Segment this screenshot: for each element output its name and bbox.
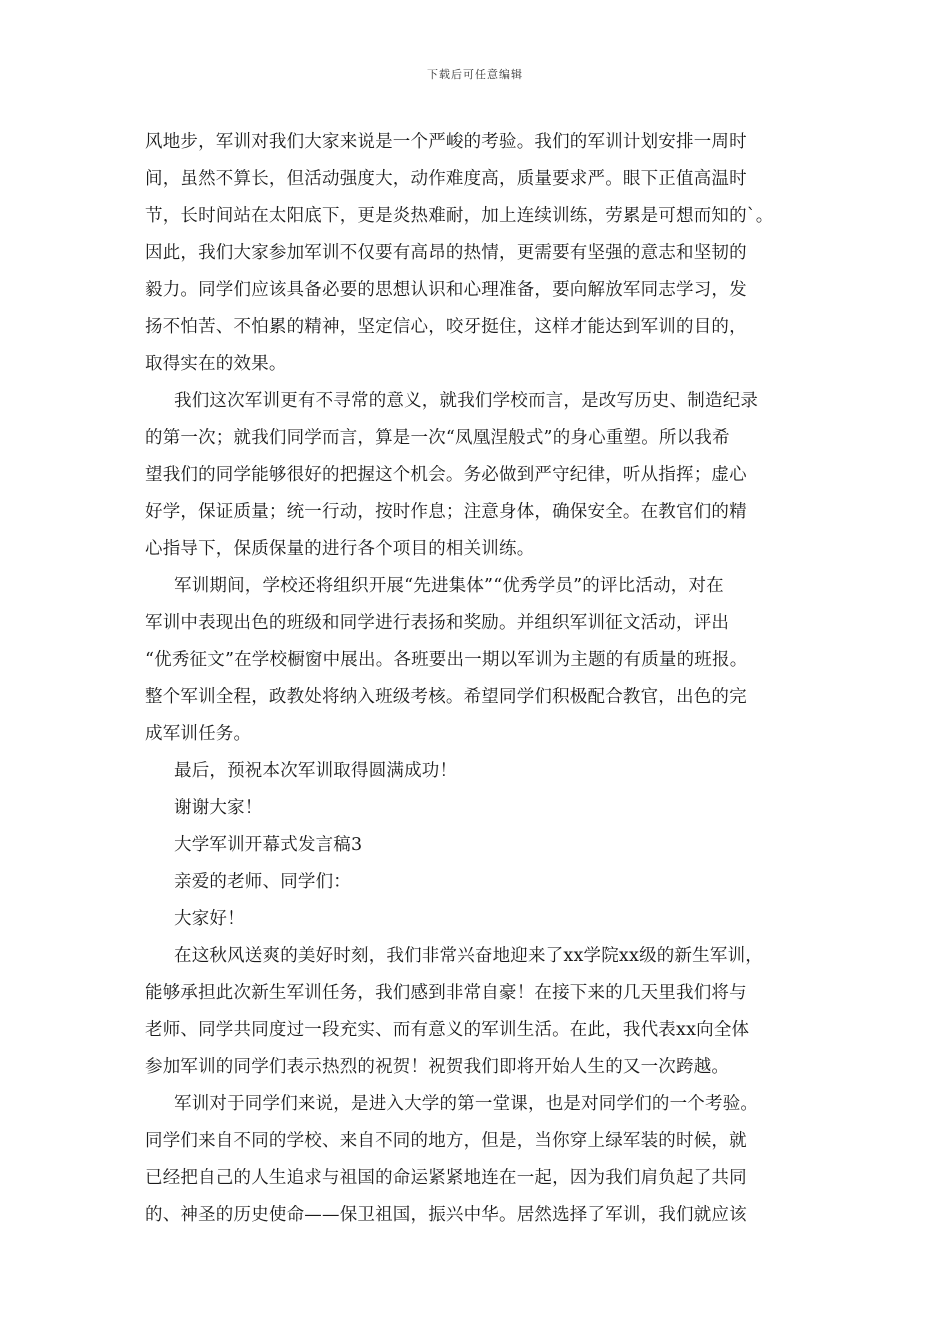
text-line: 亲爱的老师、同学们：	[174, 872, 351, 892]
text-line: 军训中表现出色的班级和同学进行表扬和奖励。并组织军训征文活动，评出	[145, 613, 730, 633]
text-line: 心指导下，保质保量的进行各个项目的相关训练。	[145, 539, 535, 559]
text-line: 能够承担此次新生军训任务，我们感到非常自豪！在接下来的几天里我们将与	[145, 983, 747, 1003]
text-line: 成军训任务。	[145, 724, 252, 744]
document-body	[145, 124, 810, 1234]
text-line: 大家好！	[174, 909, 245, 929]
text-line: 整个军训全程，政教处将纳入班级考核。希望同学们积极配合教官，出色的完	[145, 687, 747, 707]
text-line: 扬不怕苦、不怕累的精神，坚定信心，咬牙挺住，这样才能达到军训的目的，	[145, 317, 747, 337]
text-line: 军训期间，学校还将组织开展“先进集体”“优秀学员”的评比活动，对在	[174, 576, 724, 596]
text-line: 因此，我们大家参加军训不仅要有高昂的热情，更需要有坚强的意志和坚韧的	[145, 243, 747, 263]
text-line: 毅力。同学们应该具备必要的思想认识和心理准备，要向解放军同志学习，发	[145, 280, 747, 300]
page-header: 下载后可任意编辑	[427, 68, 523, 81]
text-line: 已经把自己的人生追求与祖国的命运紧紧地连在一起，因为我们肩负起了共同	[145, 1168, 747, 1188]
text-line: 我们这次军训更有不寻常的意义，就我们学校而言，是改写历史、制造纪录	[174, 391, 759, 411]
text-line: 取得实在的效果。	[145, 354, 287, 374]
text-line: 节，长时间站在太阳底下，更是炎热难耐，加上连续训练，劳累是可想而知的`。	[145, 206, 774, 226]
text-line: 间，虽然不算长，但活动强度大，动作难度高，质量要求严。眼下正值高温时	[145, 169, 747, 189]
text-line: 好学，保证质量；统一行动，按时作息；注意身体，确保安全。在教官们的精	[145, 502, 747, 522]
text-line: 风地步，军训对我们大家来说是一个严峻的考验。我们的军训计划安排一周时	[145, 132, 747, 152]
text-line: 军训对于同学们来说，是进入大学的第一堂课，也是对同学们的一个考验。	[174, 1094, 759, 1114]
text-line: 望我们的同学能够很好的把握这个机会。务必做到严守纪律，听从指挥；虚心	[145, 465, 747, 485]
text-line: 的、神圣的历史使命——保卫祖国，振兴中华。居然选择了军训，我们就应该	[145, 1205, 747, 1225]
text-line: 同学们来自不同的学校、来自不同的地方，但是，当你穿上绿军装的时候，就	[145, 1131, 747, 1151]
text-line: 在这秋风送爽的美好时刻，我们非常兴奋地迎来了xx学院xx级的新生军训，	[174, 946, 763, 966]
text-line: 最后，预祝本次军训取得圆满成功！	[174, 761, 458, 781]
text-line: 谢谢大家！	[174, 798, 263, 818]
text-line: “优秀征文”在学校橱窗中展出。各班要出一期以军训为主题的有质量的班报。	[145, 650, 748, 670]
text-line: 的第一次；就我们同学而言，算是一次“凤凰涅般式”的身心重塑。所以我希	[145, 428, 730, 448]
text-line: 老师、同学共同度过一段充实、而有意义的军训生活。在此，我代表xx向全体	[145, 1020, 750, 1040]
text-line: 参加军训的同学们表示热烈的祝贺！祝贺我们即将开始人生的又一次跨越。	[145, 1057, 730, 1077]
text-line: 大学军训开幕式发言稿3	[174, 835, 363, 855]
